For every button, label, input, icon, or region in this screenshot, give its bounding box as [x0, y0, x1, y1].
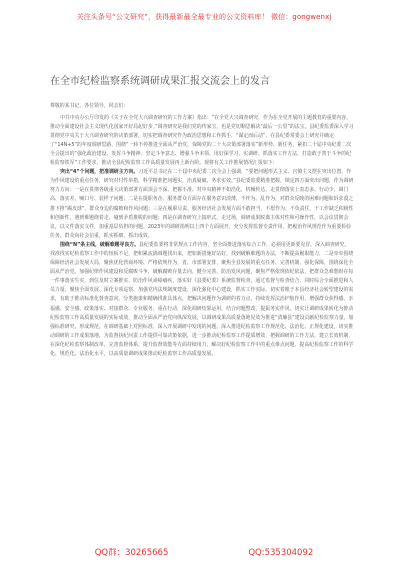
section-2-heading: 围绕“N”条主线，破解难题寻良方。 — [60, 241, 139, 248]
salutation: 尊敬的某书记，各位领导，同志们： — [50, 103, 129, 109]
section-1-body: 习近平总书记在二十届中央纪委二次全会上强调，“要把问题形式主义、官僚主义摆在突出位置，作为作风建设的重点任务，研究对付性举措，科学精准把问题实，治真疑破、务求实效。”县纪委监委精准把握，锁定四方面突出问题，作为调研努力方向：一是在贯彻各级重大决策部署方面顶会不深、把握不准、对中央精神不如浩化，机械传达、走贯彻落实上表态多、行动少、调门高、落实差，喊口号、装样子问题；二是在提职务企、服务群众方面存在服务意识淡薄，不作为、乱作为，对群众反映的困难问题和诉求漠之推下推“踢皮球”，群众身边的腐败和作风问题；三是在履职尽责、服务经济社会发展方面不敢担当、不愿作为、不负责任，干工作缺乏积极性和创新性，遇到难题绕着走、碰到矛盾推脱的问题；四是在调查研究上搞形式、走过场，调研成果脱离主体对性和可操作性，以会议贯彻会议，以文件落实文件，加重基层负担的问题。2023年的调研指明以上四个方面展开，充分发挥监督专责作用，把履治作风规范作为重要检验任务，群众向社会信重，抓实抓细，抓出成效。 — [50, 169, 354, 239]
document-body — [50, 102, 354, 359]
footer-qq-group: QQ群：30265665 — [94, 548, 169, 558]
section-2-body: 县纪委监委将非常规点工作内容，坚全面推进落实综合工作，必须用更新要克冒、深入调查研究，找准找实纪检监察工作中的短板不足，把积累流淌调题找出来，把如新措施好站好，找到破解难题的办法，不断提高履职能力，二是牵牵围绕保障经济社会发展大局，聚焦优化营商环境、严格依规作为，省，市部署安排，聚焦全县发展的重点任务，完善机制，强化保障，围绕深化全面从严治党、加强纪律作风建设和反腐败斗争，破解腐败存量去向，健全完善，防治发风问题，聚焦严格依规依纪依法，把群众急难愁盼在每一件事落实生实，到位及时立案推实，防治作风顽瘴痼疾，落实好《县委纪委》系统监督检查，通过监督与检查结合，同时综合全面推进和人员力量，聚焦全面发展、深化专项巡察、加强党内法规制度建设，深化强化中心建设，抓实工作实际，切实着眼于本县经济社会转型建设的需求，有助于推动标准化督查意向、分类施策和精确找准具体点，把解决问题作为调研的着力点，持续发挥法治护航作用，增强群众获得感、幸福感、安全感，政策落实、对接群众、专业服务、重在行动，深化调研结果运用，结合问题整改，提振务实作风，切实让调研成果转化为推动纪检监察工作高质量发展的实际成效，推动全面从严治党向纵深发展，以调研成果高质量落地见效为推进“清廉县”建设贡献纪检监察力量，加强标准研究，形成规范，在调研基础上对照标准，深入开展调研中发现的问题，深入推进纪检监察工作规范化、法治化、正规化建设，切实推动调研的工作成果落地，为监督执纪问责工作提供可靠决策依据，进一步推动纪检监察工作提质增效，把握调研的工作方法，建立长效机制，在深化纪检监察体制改革、完善监督体系、提升监督效能等方面持续用力，解决好纪检监察工作中的重点难点问题，提高纪检监察工作的科学化、规范化、法治化水平，以高质量调研成果推动纪检监察工作高质量发展。 — [50, 241, 354, 358]
section-1-paragraph — [50, 168, 354, 241]
section-1-heading: 突出“4”个问题，把准调研主方向。 — [60, 169, 139, 176]
footer-qq: QQ:535304092 — [248, 548, 314, 558]
section-2-paragraph — [50, 241, 354, 359]
promo-banner: 关注头条号“公文研究”，获得最新最全最专业的公文资料库！ 微信：gongwenxj — [76, 13, 332, 21]
intro-paragraph: 中共中央办公厅印发的《关于在全党大兴调查研究的工作方案》指出：“在全党大兴调查研究，作为在全党开展的主题教育的重要内容，推动全面建设社会主义现代化国家开好局起好步。”调查研究是我们党的传家宝，也是党切顺思解决“最后一公里”的法宝。县纪委监委深入学习贯彻党中央关于大兴调查研究的决策部署，切实把调查研究作为政治思想和工作抓手，“谋定而后动”，在县纪委常委会上研究并确定了“14N+5”的年度调研思路，围绕“一转不停推进全面从严治党，保障党的二十大决策部署落实”新形势、新任务，紧扣二十届中央纪委二次全会提出的“强化政治建设、发挥斗争精神、坚定斗争意志、增强斗争本领、用好深学习、实调研、抓落实工作方法，打造敢于善于斗争的纪检监察铁军”工作要求，推动全县纪检监察工作高质量发展再上新台阶。现将有关工作推展情况汇报如下： — [50, 114, 354, 167]
page-title: 在全市纪检监察系统调研成果汇报交流会上的发言 — [50, 75, 270, 87]
footer-contacts — [0, 545, 408, 561]
